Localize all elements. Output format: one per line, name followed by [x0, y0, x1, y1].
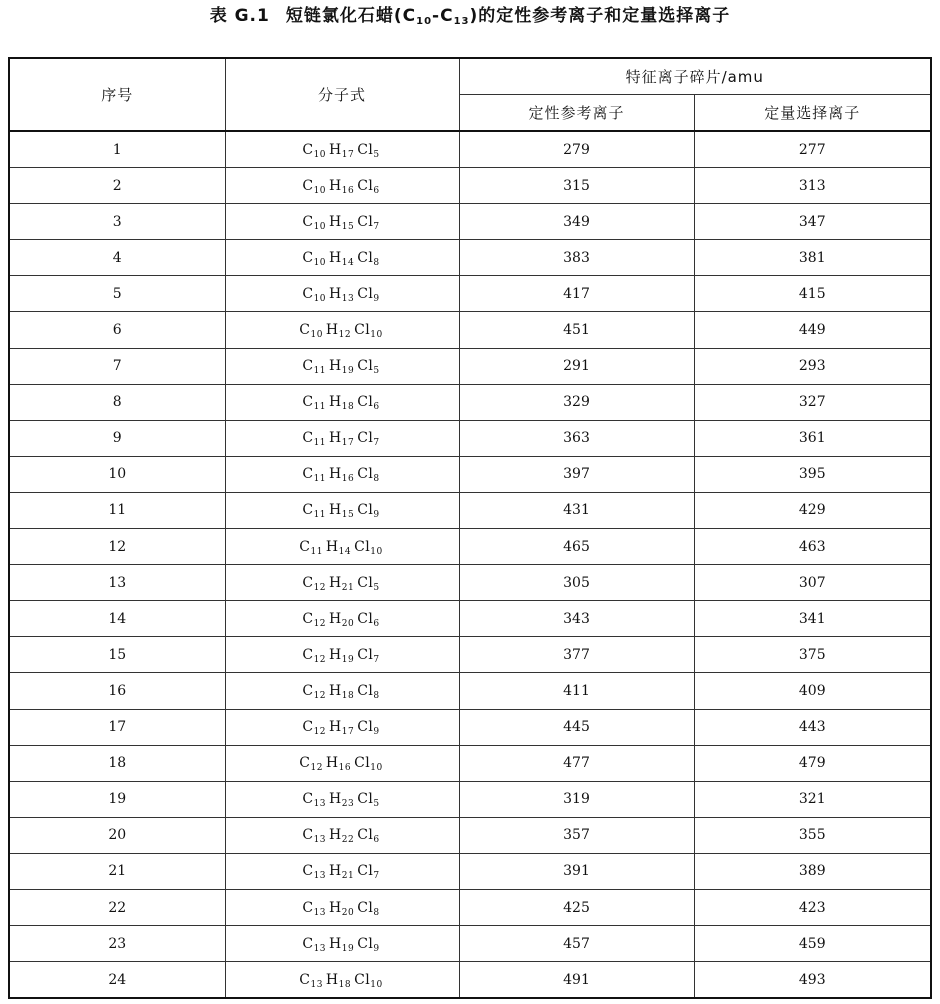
cell-quantitative-ion: 347 [694, 204, 931, 240]
formula-hydrogen: H [329, 899, 342, 916]
formula-chlorine-count: 7 [373, 438, 380, 449]
formula-carbon-count: 10 [313, 257, 327, 268]
formula-hydrogen-count: 15 [341, 221, 355, 232]
formula-hydrogen-count: 18 [338, 979, 352, 990]
cell-qualitative-ion: 465 [459, 529, 694, 565]
cell-quantitative-ion: 449 [694, 312, 931, 348]
cell-index: 14 [9, 601, 225, 637]
formula-hydrogen-count: 19 [341, 366, 355, 377]
cell-formula [225, 492, 459, 528]
formula-carbon-count: 10 [313, 149, 327, 160]
formula-hydrogen-count: 22 [341, 835, 355, 846]
formula-carbon: C [302, 430, 314, 447]
formula-chlorine-count: 10 [370, 763, 383, 774]
cell-index: 6 [9, 312, 225, 348]
formula-hydrogen: H [329, 719, 342, 736]
table-row [9, 204, 931, 240]
ion-table [8, 57, 932, 999]
cell-index: 15 [9, 637, 225, 673]
formula-carbon: C [302, 141, 314, 158]
formula-carbon: C [302, 466, 314, 483]
cell-formula [225, 673, 459, 709]
formula-hydrogen: H [329, 682, 342, 699]
formula-chlorine: Cl [354, 755, 371, 772]
formula-carbon-count: 11 [313, 402, 327, 413]
table-header [9, 58, 931, 131]
formula-carbon: C [299, 322, 311, 339]
cell-qualitative-ion: 363 [459, 420, 694, 456]
formula-hydrogen-count: 21 [341, 582, 355, 593]
table-row [9, 492, 931, 528]
formula-carbon: C [299, 971, 311, 988]
table-row [9, 348, 931, 384]
formula-chlorine-count: 10 [370, 979, 383, 990]
formula-hydrogen-count: 20 [341, 618, 355, 629]
cell-qualitative-ion: 397 [459, 456, 694, 492]
formula-hydrogen: H [329, 249, 342, 266]
formula-carbon-count: 12 [310, 763, 323, 774]
cell-index: 19 [9, 781, 225, 817]
formula-hydrogen-count: 20 [341, 907, 355, 918]
cell-qualitative-ion: 425 [459, 889, 694, 925]
cell-quantitative-ion: 307 [694, 565, 931, 601]
table-row [9, 853, 931, 889]
table-row [9, 312, 931, 348]
table-row [9, 889, 931, 925]
formula-hydrogen-count: 19 [341, 943, 355, 954]
formula-carbon: C [302, 285, 314, 302]
formula-carbon-count: 11 [313, 366, 327, 377]
formula-carbon: C [302, 863, 314, 880]
title-text-suffix: )的定性参考离子和定量选择离子 [469, 6, 731, 26]
formula-hydrogen-count: 17 [341, 727, 355, 738]
formula-carbon: C [302, 610, 314, 627]
table-row [9, 420, 931, 456]
cell-qualitative-ion: 291 [459, 348, 694, 384]
cell-quantitative-ion: 463 [694, 529, 931, 565]
cell-index: 8 [9, 384, 225, 420]
table-row [9, 709, 931, 745]
formula-carbon-count: 12 [313, 618, 327, 629]
formula-carbon-count: 12 [313, 654, 327, 665]
formula-chlorine-count: 6 [373, 835, 380, 846]
formula-carbon-count: 12 [313, 690, 327, 701]
formula-hydrogen-count: 16 [341, 474, 355, 485]
formula-hydrogen-count: 14 [341, 257, 355, 268]
formula-hydrogen: H [329, 394, 342, 411]
formula-hydrogen: H [329, 827, 342, 844]
table-row [9, 456, 931, 492]
cell-qualitative-ion: 343 [459, 601, 694, 637]
formula-chlorine: Cl [357, 646, 374, 663]
formula-carbon-count: 12 [313, 582, 327, 593]
cell-formula [225, 637, 459, 673]
formula-hydrogen: H [329, 177, 342, 194]
formula-carbon: C [302, 177, 314, 194]
cell-qualitative-ion: 491 [459, 962, 694, 999]
formula-chlorine-count: 9 [373, 510, 380, 521]
formula-carbon: C [302, 827, 314, 844]
table-row [9, 745, 931, 781]
table-row [9, 781, 931, 817]
formula-carbon: C [302, 358, 314, 375]
formula-hydrogen-count: 19 [341, 654, 355, 665]
formula-carbon: C [302, 935, 314, 952]
formula-hydrogen-count: 14 [338, 546, 352, 557]
cell-index: 7 [9, 348, 225, 384]
table-row [9, 962, 931, 999]
cell-quantitative-ion: 479 [694, 745, 931, 781]
formula-chlorine-count: 6 [373, 402, 380, 413]
formula-chlorine: Cl [357, 863, 374, 880]
formula-carbon: C [302, 394, 314, 411]
table-row [9, 673, 931, 709]
title-c2: C [440, 6, 454, 26]
cell-quantitative-ion: 361 [694, 420, 931, 456]
formula-hydrogen-count: 18 [341, 690, 355, 701]
cell-quantitative-ion: 381 [694, 240, 931, 276]
header-formula: 分子式 [225, 58, 459, 131]
cell-quantitative-ion: 459 [694, 926, 931, 962]
formula-carbon-count: 13 [313, 871, 327, 882]
formula-hydrogen: H [329, 502, 342, 519]
table-number: 表 G.1 [209, 6, 270, 26]
cell-index: 24 [9, 962, 225, 999]
title-c2-sub: 13 [453, 16, 470, 27]
cell-index: 1 [9, 131, 225, 168]
formula-hydrogen-count: 17 [341, 149, 355, 160]
cell-formula [225, 817, 459, 853]
cell-quantitative-ion: 429 [694, 492, 931, 528]
cell-formula [225, 204, 459, 240]
formula-chlorine: Cl [354, 971, 371, 988]
formula-carbon: C [302, 213, 314, 230]
formula-chlorine: Cl [357, 935, 374, 952]
cell-formula [225, 709, 459, 745]
cell-index: 23 [9, 926, 225, 962]
formula-chlorine: Cl [357, 791, 374, 808]
cell-qualitative-ion: 319 [459, 781, 694, 817]
formula-hydrogen-count: 16 [341, 185, 355, 196]
formula-hydrogen-count: 21 [341, 871, 355, 882]
cell-quantitative-ion: 389 [694, 853, 931, 889]
cell-formula [225, 565, 459, 601]
title-dash: - [432, 6, 441, 26]
formula-carbon: C [302, 899, 314, 916]
title-c1: C [402, 6, 417, 26]
header-quantitative: 定量选择离子 [694, 95, 931, 132]
cell-formula [225, 853, 459, 889]
cell-formula [225, 312, 459, 348]
cell-index: 4 [9, 240, 225, 276]
formula-carbon: C [302, 719, 314, 736]
formula-chlorine: Cl [357, 249, 374, 266]
cell-quantitative-ion: 375 [694, 637, 931, 673]
cell-qualitative-ion: 391 [459, 853, 694, 889]
formula-chlorine-count: 5 [373, 582, 380, 593]
formula-chlorine: Cl [357, 141, 374, 158]
formula-hydrogen-count: 12 [338, 330, 352, 341]
formula-carbon-count: 13 [313, 907, 327, 918]
formula-chlorine: Cl [357, 719, 374, 736]
cell-formula [225, 131, 459, 168]
formula-hydrogen: H [329, 358, 342, 375]
formula-carbon: C [299, 755, 311, 772]
cell-quantitative-ion: 313 [694, 168, 931, 204]
formula-chlorine-count: 7 [373, 221, 380, 232]
cell-formula [225, 384, 459, 420]
cell-quantitative-ion: 321 [694, 781, 931, 817]
formula-chlorine: Cl [357, 285, 374, 302]
cell-formula [225, 745, 459, 781]
formula-chlorine-count: 5 [373, 799, 380, 810]
cell-formula [225, 529, 459, 565]
cell-quantitative-ion: 443 [694, 709, 931, 745]
formula-carbon-count: 11 [313, 474, 327, 485]
formula-chlorine-count: 9 [373, 727, 380, 738]
cell-quantitative-ion: 409 [694, 673, 931, 709]
formula-carbon: C [302, 574, 314, 591]
cell-qualitative-ion: 383 [459, 240, 694, 276]
table-row [9, 384, 931, 420]
cell-quantitative-ion: 277 [694, 131, 931, 168]
table-body [9, 131, 931, 998]
cell-qualitative-ion: 279 [459, 131, 694, 168]
formula-chlorine-count: 8 [373, 690, 380, 701]
cell-formula [225, 276, 459, 312]
formula-chlorine: Cl [357, 358, 374, 375]
page-title [0, 4, 940, 34]
formula-chlorine-count: 6 [373, 185, 380, 196]
formula-carbon: C [299, 538, 311, 555]
cell-index: 13 [9, 565, 225, 601]
formula-chlorine: Cl [354, 538, 371, 555]
formula-carbon-count: 10 [310, 330, 323, 341]
cell-quantitative-ion: 395 [694, 456, 931, 492]
cell-index: 12 [9, 529, 225, 565]
title-c1-sub: 10 [416, 16, 433, 27]
formula-carbon-count: 13 [313, 835, 327, 846]
cell-qualitative-ion: 445 [459, 709, 694, 745]
cell-formula [225, 456, 459, 492]
formula-chlorine-count: 8 [373, 474, 380, 485]
formula-carbon: C [302, 502, 314, 519]
cell-quantitative-ion: 293 [694, 348, 931, 384]
cell-formula [225, 348, 459, 384]
cell-index: 10 [9, 456, 225, 492]
formula-hydrogen-count: 15 [341, 510, 355, 521]
cell-index: 18 [9, 745, 225, 781]
formula-chlorine: Cl [357, 574, 374, 591]
cell-quantitative-ion: 355 [694, 817, 931, 853]
cell-qualitative-ion: 349 [459, 204, 694, 240]
formula-carbon: C [302, 646, 314, 663]
formula-carbon: C [302, 682, 314, 699]
table-row [9, 926, 931, 962]
table-row [9, 601, 931, 637]
formula-hydrogen: H [329, 863, 342, 880]
cell-index: 21 [9, 853, 225, 889]
formula-chlorine: Cl [357, 827, 374, 844]
table-row [9, 131, 931, 168]
formula-hydrogen: H [325, 971, 339, 988]
formula-chlorine: Cl [357, 466, 374, 483]
cell-index: 22 [9, 889, 225, 925]
table-row [9, 168, 931, 204]
cell-formula [225, 889, 459, 925]
formula-hydrogen: H [329, 213, 342, 230]
formula-hydrogen: H [329, 610, 342, 627]
formula-hydrogen: H [325, 322, 339, 339]
formula-carbon: C [302, 249, 314, 266]
cell-qualitative-ion: 431 [459, 492, 694, 528]
cell-formula [225, 601, 459, 637]
header-fragment-group: 特征离子碎片/amu [459, 58, 931, 95]
formula-chlorine-count: 8 [373, 257, 380, 268]
cell-qualitative-ion: 357 [459, 817, 694, 853]
cell-qualitative-ion: 417 [459, 276, 694, 312]
cell-formula [225, 962, 459, 999]
formula-chlorine: Cl [357, 899, 374, 916]
formula-chlorine: Cl [357, 610, 374, 627]
cell-qualitative-ion: 411 [459, 673, 694, 709]
formula-carbon-count: 13 [313, 943, 327, 954]
formula-carbon-count: 13 [310, 979, 323, 990]
formula-chlorine: Cl [354, 322, 371, 339]
cell-quantitative-ion: 327 [694, 384, 931, 420]
formula-carbon-count: 11 [313, 510, 327, 521]
formula-hydrogen: H [329, 574, 342, 591]
formula-chlorine: Cl [357, 213, 374, 230]
header-index: 序号 [9, 58, 225, 131]
cell-index: 9 [9, 420, 225, 456]
formula-carbon-count: 11 [313, 438, 327, 449]
cell-qualitative-ion: 315 [459, 168, 694, 204]
formula-hydrogen: H [329, 646, 342, 663]
formula-chlorine-count: 10 [370, 330, 383, 341]
title-text-prefix: 短链氯化石蜡( [285, 6, 403, 26]
formula-hydrogen-count: 17 [341, 438, 355, 449]
formula-hydrogen: H [329, 935, 342, 952]
cell-index: 20 [9, 817, 225, 853]
formula-carbon-count: 10 [313, 185, 327, 196]
formula-hydrogen: H [329, 141, 342, 158]
formula-chlorine: Cl [357, 430, 374, 447]
formula-chlorine-count: 5 [373, 366, 380, 377]
cell-index: 11 [9, 492, 225, 528]
cell-qualitative-ion: 477 [459, 745, 694, 781]
formula-carbon-count: 13 [313, 799, 327, 810]
formula-carbon-count: 12 [313, 727, 327, 738]
formula-chlorine-count: 8 [373, 907, 380, 918]
cell-index: 2 [9, 168, 225, 204]
formula-hydrogen: H [329, 466, 342, 483]
table-row [9, 240, 931, 276]
formula-carbon: C [302, 791, 314, 808]
header-qualitative: 定性参考离子 [459, 95, 694, 132]
formula-chlorine-count: 7 [373, 871, 380, 882]
cell-qualitative-ion: 329 [459, 384, 694, 420]
formula-hydrogen: H [329, 285, 342, 302]
cell-qualitative-ion: 305 [459, 565, 694, 601]
formula-chlorine-count: 10 [370, 546, 383, 557]
table-row [9, 276, 931, 312]
formula-hydrogen-count: 13 [341, 293, 355, 304]
cell-qualitative-ion: 457 [459, 926, 694, 962]
formula-carbon-count: 11 [310, 546, 323, 557]
formula-hydrogen-count: 23 [341, 799, 355, 810]
table-row [9, 637, 931, 673]
cell-qualitative-ion: 377 [459, 637, 694, 673]
table-row [9, 529, 931, 565]
formula-chlorine-count: 9 [373, 293, 380, 304]
cell-qualitative-ion: 451 [459, 312, 694, 348]
cell-formula [225, 781, 459, 817]
formula-hydrogen: H [329, 791, 342, 808]
formula-chlorine: Cl [357, 177, 374, 194]
cell-index: 5 [9, 276, 225, 312]
cell-index: 16 [9, 673, 225, 709]
cell-quantitative-ion: 423 [694, 889, 931, 925]
formula-hydrogen: H [329, 430, 342, 447]
table-row [9, 817, 931, 853]
formula-chlorine-count: 7 [373, 654, 380, 665]
cell-formula [225, 420, 459, 456]
cell-quantitative-ion: 415 [694, 276, 931, 312]
cell-index: 3 [9, 204, 225, 240]
table-row [9, 565, 931, 601]
formula-chlorine: Cl [357, 394, 374, 411]
formula-hydrogen: H [325, 538, 339, 555]
cell-formula [225, 926, 459, 962]
cell-quantitative-ion: 493 [694, 962, 931, 999]
formula-chlorine-count: 9 [373, 943, 380, 954]
formula-chlorine-count: 5 [373, 149, 380, 160]
cell-formula [225, 240, 459, 276]
cell-index: 17 [9, 709, 225, 745]
formula-chlorine: Cl [357, 502, 374, 519]
formula-hydrogen-count: 16 [338, 763, 352, 774]
formula-hydrogen: H [325, 755, 339, 772]
formula-chlorine: Cl [357, 682, 374, 699]
cell-quantitative-ion: 341 [694, 601, 931, 637]
formula-carbon-count: 10 [313, 293, 327, 304]
cell-formula [225, 168, 459, 204]
formula-carbon-count: 10 [313, 221, 327, 232]
formula-hydrogen-count: 18 [341, 402, 355, 413]
formula-chlorine-count: 6 [373, 618, 380, 629]
